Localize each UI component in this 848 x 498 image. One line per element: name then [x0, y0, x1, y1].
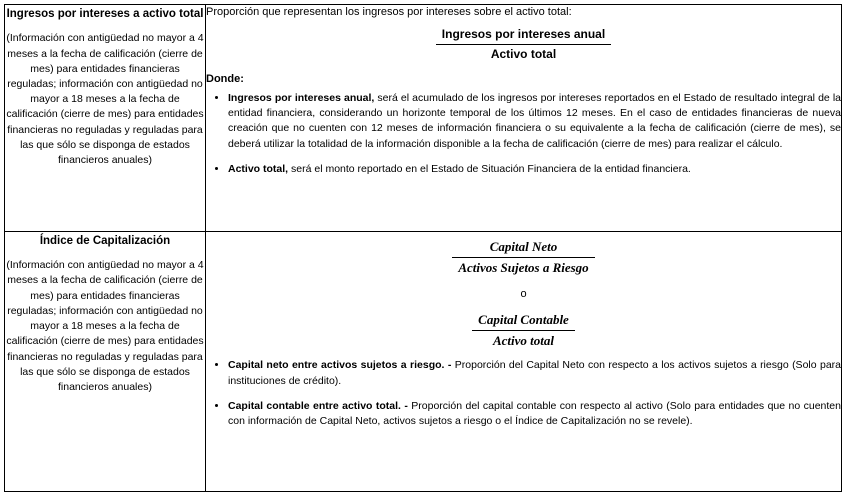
bullet-text: será el monto reportado en el Estado de Situación Financiera de la entidad financiera. [288, 162, 691, 175]
row-1-intro: Proporción que representan los ingresos por intereses sobre el activo total: [206, 6, 572, 18]
row-1-content-cell [206, 5, 842, 232]
bullet-text: Proporción del Capital Neto con respecto a los activos sujetos a riesgo (Solo para instituciones de crédito). [228, 359, 841, 387]
bullet-term: Capital contable entre activo total. - [228, 399, 408, 412]
formula-separator: o [520, 288, 527, 301]
fraction-denominator: Activo total [492, 333, 555, 349]
row-1-note: (Información con antigüedad no mayor a 4 meses a la fecha de calificación (cierre de mes) para entidades financieras reguladas; información con antigüedad no mayor a 18 meses a la fecha de calificación (cierre de mes) para entidades financieras no reguladas y reguladas para las que sólo se disponga de estados financieros anuales) [6, 32, 204, 167]
row-2-formula-2 [206, 311, 841, 351]
criteria-table [4, 4, 842, 492]
row-2-label-cell [5, 231, 206, 491]
fraction-denominator: Activo total [490, 47, 557, 62]
bullet-text: Proporción del capital contable con respecto al activo (Solo para entidades que no cuenten con información de Capital Neto, activos sujetos a riesgo o el Índice de Capitalización no se revele). [228, 399, 841, 428]
fraction [436, 26, 611, 63]
row-2-content-cell [206, 231, 842, 491]
row-2-bullet-list [206, 358, 841, 429]
fraction-numerator: Capital Neto [452, 238, 594, 258]
list-item [228, 91, 841, 152]
row-1-donde-label: Donde: [206, 72, 244, 85]
table-row [5, 231, 842, 491]
row-1-formula [206, 26, 841, 63]
row-2-formula-1 [206, 238, 841, 278]
row-1-label-cell [5, 5, 206, 232]
bullet-text: será el acumulado de los ingresos por intereses reportados en el Estado de resultado integral de la entidad financiera, considerando un horizonte temporal de los últimos 12 meses. En el caso de entidades financieras de nueva creación que no cuenten con 12 meses de información financiera o su equivalente a la fecha de calificación (cierre de mes), se deberá utilizar la totalidad de la información disponible a la fecha de calificación (cierre de mes) para realizar el cálculo. [228, 91, 842, 150]
fraction [452, 238, 594, 277]
list-item [228, 358, 841, 388]
list-item [228, 162, 841, 177]
fraction-numerator: Capital Contable [472, 311, 575, 331]
bullet-term: Capital neto entre activos sujetos a riesgo. - [228, 359, 452, 372]
bullet-term: Activo total, [228, 162, 289, 175]
list-item [228, 399, 841, 429]
bullet-term: Ingresos por intereses anual, [228, 91, 375, 104]
row-2-note: (Información con antigüedad no mayor a 4 meses a la fecha de calificación (cierre de mes) para entidades financieras reguladas; información con antigüedad no mayor a 18 meses a la fecha de calificación (cierre de mes) para entidades financieras no reguladas y reguladas para las que sólo se disponga de estados financieros anuales) [6, 259, 204, 393]
row-1-title: Ingresos por intereses a activo total [6, 8, 204, 20]
fraction [472, 311, 575, 350]
fraction-denominator: Activos Sujetos a Riesgo [458, 260, 589, 276]
fraction-numerator: Ingresos por intereses anual [436, 26, 611, 45]
row-2-title: Índice de Capitalización [39, 234, 171, 247]
row-1-bullet-list [206, 91, 841, 177]
table-row [5, 5, 842, 232]
